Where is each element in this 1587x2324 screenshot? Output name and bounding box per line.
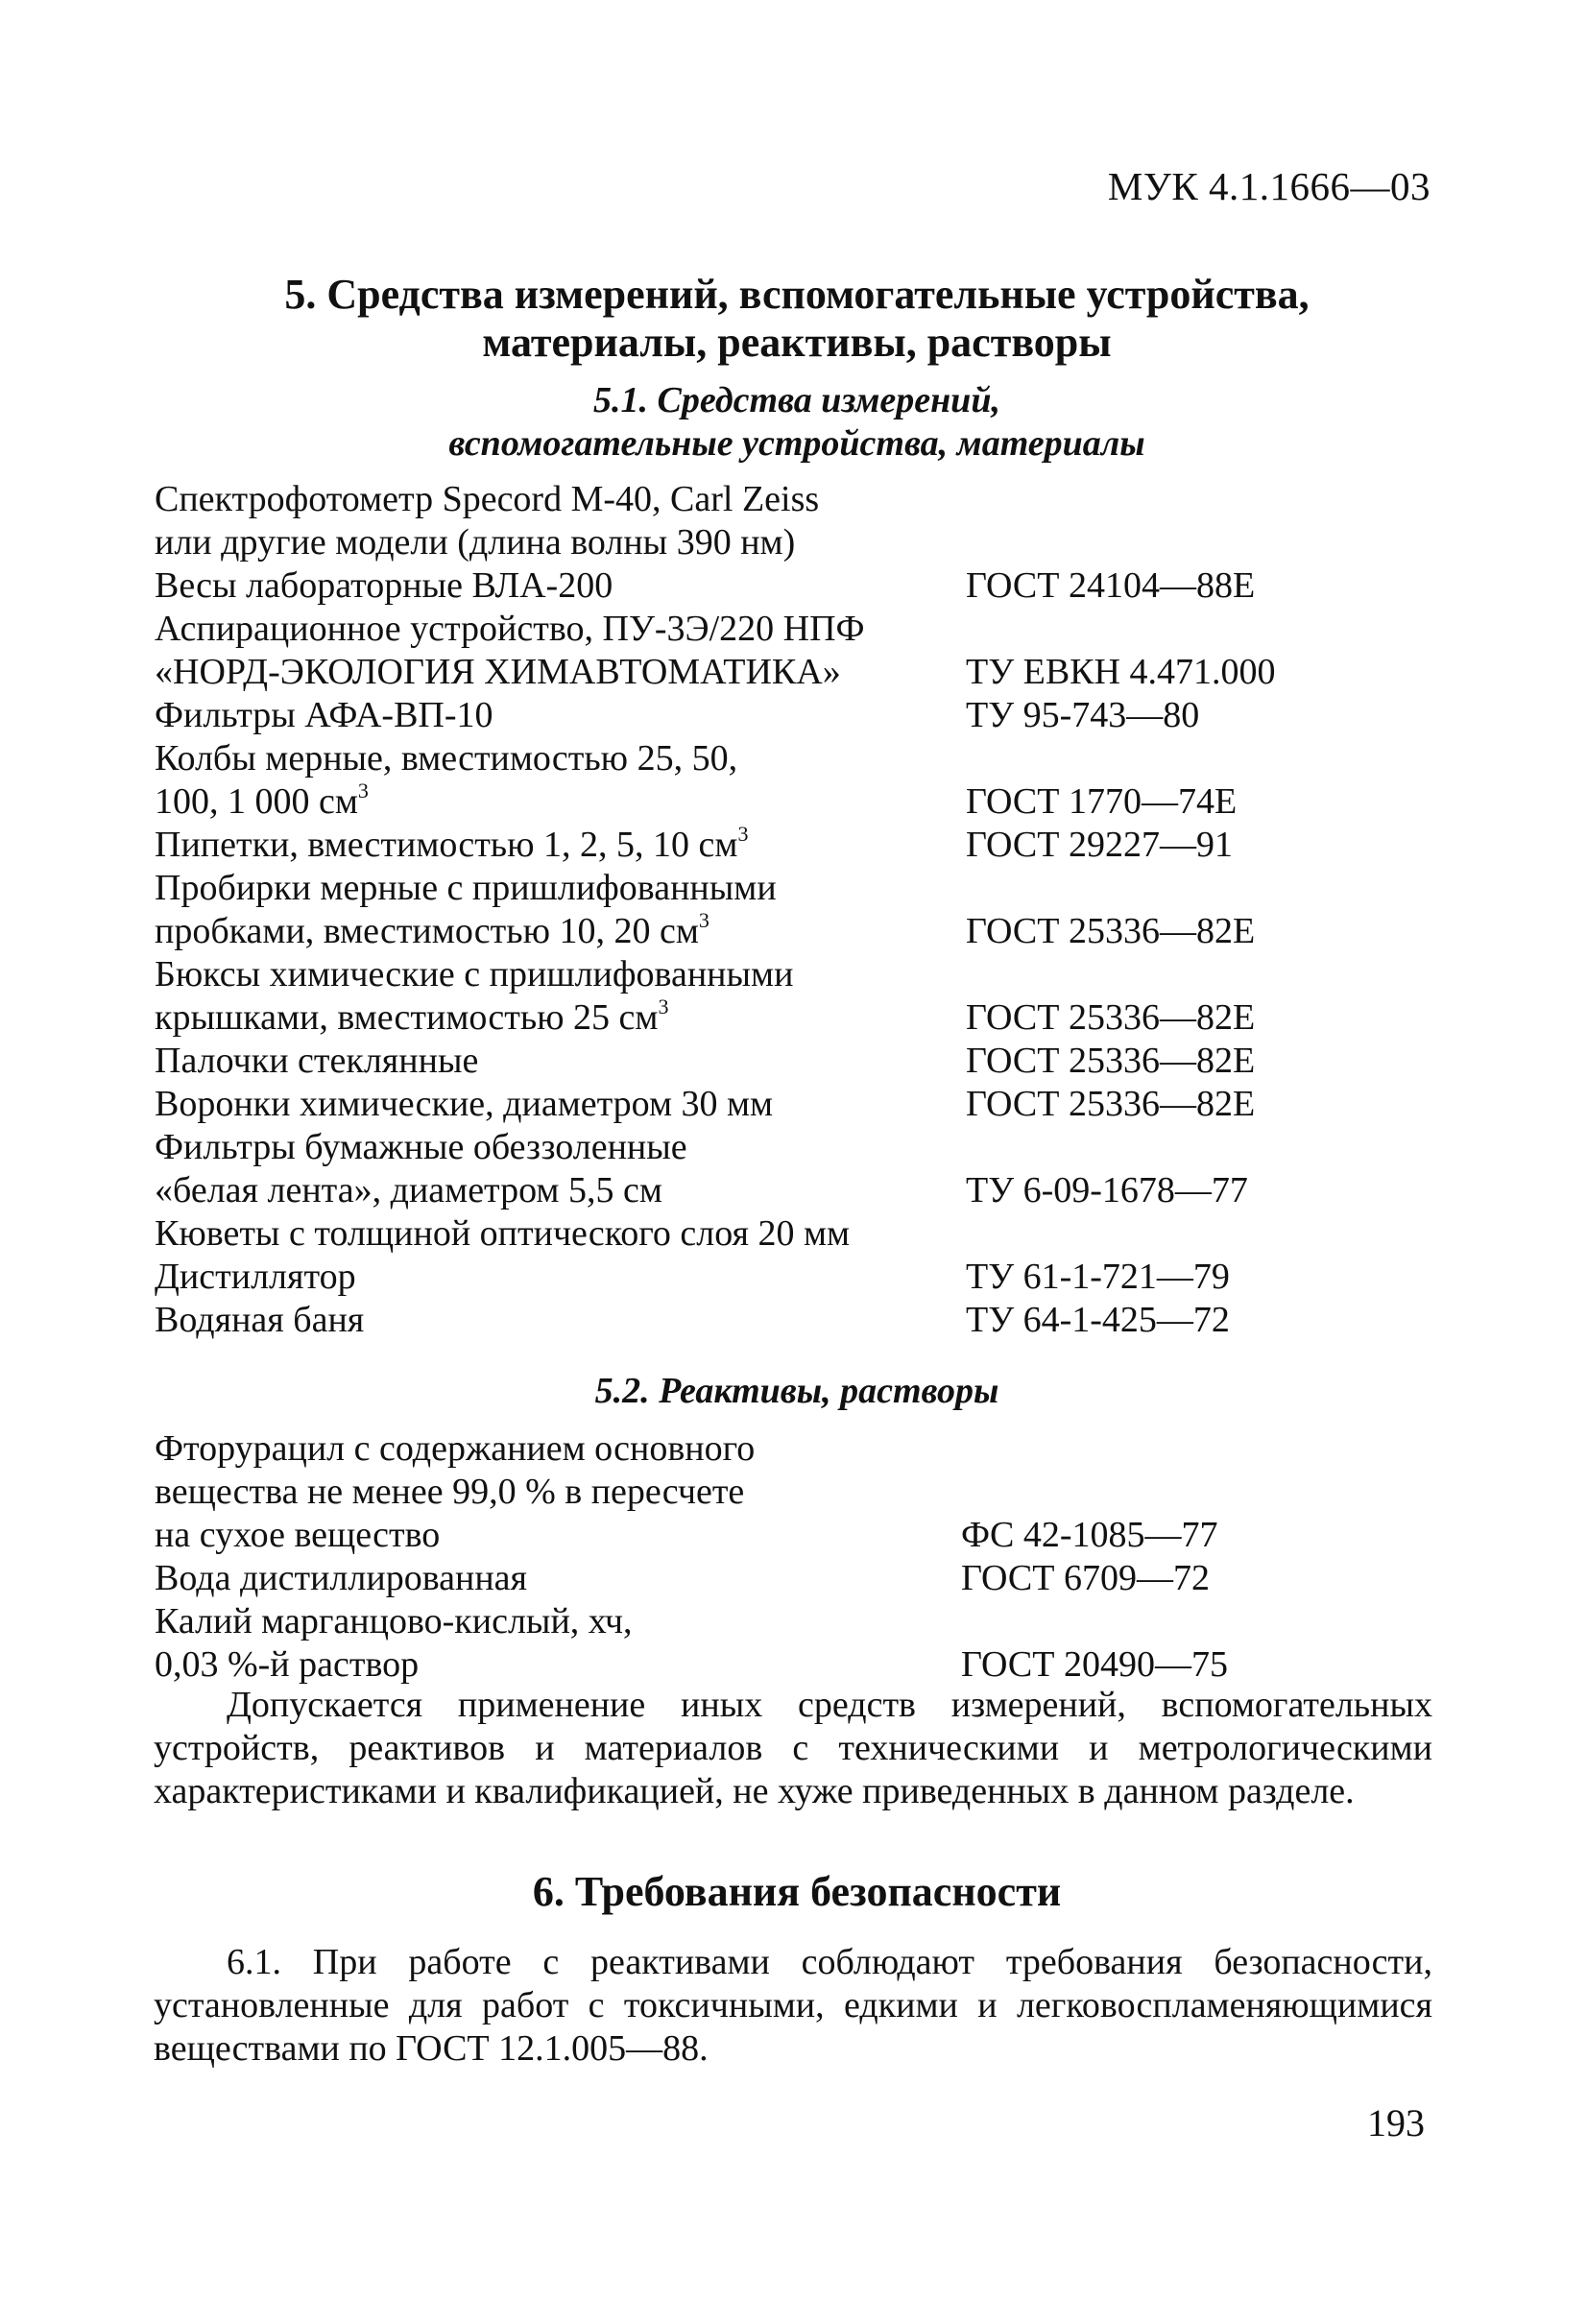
item-name-line	[155, 824, 966, 867]
item-name-line	[155, 521, 966, 564]
item-name-line	[155, 651, 966, 694]
item-name-line	[155, 1514, 961, 1557]
item-name-line	[155, 953, 966, 996]
list-item	[155, 564, 1422, 608]
item-name	[155, 694, 966, 737]
section-5-note: Допускается применение иных средств измерений, вспомогательных устройств, реактивов и материалов с техническими и метрологическими характеристиками и квалификацией, не хуже приведенных в данном разделе.	[154, 1685, 1432, 1811]
item-name-line	[155, 1256, 966, 1299]
section-5-title	[154, 271, 1440, 367]
item-name-text: на сухое вещество	[155, 1515, 441, 1555]
item-standard: ГОСТ 6709—72	[961, 1558, 1210, 1598]
item-name-line	[155, 1471, 961, 1514]
list-item	[155, 1557, 1422, 1600]
item-standard: ГОСТ 25336—82Е	[966, 997, 1256, 1038]
unit-superscript: 3	[658, 994, 669, 1018]
item-name-text: пробками, вместимостью 10, 20 см	[155, 911, 699, 951]
section-6-title: 6. Требования безопасности	[532, 1868, 1062, 1915]
list-item	[155, 867, 1422, 953]
list-item	[155, 1427, 1422, 1557]
section-6-paragraph-1: 6.1. При работе с реактивами соблюдают требования безопасности, установленные для работ с токсичными, едкими и легковоспламеняющимися веществами по ГОСТ 12.1.005—88.	[154, 1942, 1432, 2069]
item-name-text: Фторурацил с содержанием основного	[155, 1428, 756, 1469]
item-name	[155, 1600, 961, 1687]
item-name	[155, 1557, 961, 1600]
item-standard: ТУ ЕВКН 4.471.000	[966, 652, 1276, 692]
item-name	[155, 478, 966, 564]
item-standard: ГОСТ 25336—82Е	[966, 1084, 1256, 1124]
item-name-line	[155, 780, 966, 824]
equipment-list	[155, 478, 1422, 1342]
item-name-line	[155, 1040, 966, 1083]
item-name	[155, 1299, 966, 1342]
item-name-text: Бюксы химические с пришлифованными	[155, 954, 794, 994]
item-name-text: «белая лента», диаметром 5,5 см	[155, 1170, 662, 1210]
item-name-text: Кюветы с толщиной оптического слоя 20 мм	[155, 1213, 851, 1254]
item-name-line	[155, 1212, 966, 1256]
item-name	[155, 1427, 961, 1557]
item-name-line	[155, 1299, 966, 1342]
item-name-text: Колбы мерные, вместимостью 25, 50,	[155, 738, 738, 779]
item-name	[155, 608, 966, 694]
item-name-line	[155, 1126, 966, 1169]
item-name-line	[155, 910, 966, 953]
item-name-line	[155, 996, 966, 1040]
item-name	[155, 737, 966, 824]
document-code: МУК 4.1.1666—03	[1107, 164, 1431, 208]
item-name	[155, 564, 966, 608]
item-name-text: крышками, вместимостью 25 см	[155, 997, 659, 1038]
item-name-line	[155, 867, 966, 910]
item-standard: ГОСТ 24104—88Е	[966, 565, 1256, 606]
item-standard: ГОСТ 1770—74Е	[966, 781, 1238, 822]
item-name-line	[155, 1600, 961, 1643]
page-number: 193	[1367, 2101, 1425, 2144]
list-item	[155, 824, 1422, 867]
item-name-text: Дистиллятор	[155, 1257, 356, 1297]
list-item	[155, 1040, 1422, 1083]
list-item	[155, 953, 1422, 1040]
item-name	[155, 953, 966, 1040]
item-name-line	[155, 694, 966, 737]
item-name-text: Пипетки, вместимостью 1, 2, 5, 10 см	[155, 825, 738, 865]
item-name-line	[155, 1427, 961, 1471]
item-name-line	[155, 564, 966, 608]
item-name-line	[155, 737, 966, 780]
item-name-text: Аспирационное устройство, ПУ-3Э/220 НПФ	[155, 609, 865, 649]
list-item	[155, 737, 1422, 824]
list-item	[155, 1299, 1422, 1342]
item-name	[155, 1083, 966, 1126]
item-name-text: 100, 1 000 см	[155, 781, 358, 822]
item-standard: ТУ 6-09-1678—77	[966, 1170, 1248, 1210]
unit-superscript: 3	[698, 908, 709, 932]
item-name-text: Вода дистиллированная	[155, 1558, 528, 1598]
subsection-5-1-title-line-1: 5.1. Средства измерений,	[593, 380, 1000, 420]
list-item	[155, 1212, 1422, 1256]
subsection-5-2-title	[154, 1370, 1440, 1413]
unit-superscript: 3	[737, 822, 749, 846]
item-name-text: или другие модели (длина волны 390 нм)	[155, 522, 796, 563]
reagents-list	[155, 1427, 1422, 1687]
unit-superscript: 3	[357, 779, 369, 803]
item-name-text: Калий марганцово-кислый, хч,	[155, 1601, 633, 1641]
item-name-text: Воронки химические, диаметром 30 мм	[155, 1084, 774, 1124]
section-5-title-line-2: материалы, реактивы, растворы	[482, 319, 1112, 366]
item-name-line	[155, 478, 966, 521]
item-name	[155, 1212, 966, 1256]
item-name-line	[155, 1643, 961, 1687]
list-item	[155, 1256, 1422, 1299]
item-name-text: «НОРД-ЭКОЛОГИЯ ХИМАВТОМАТИКА»	[155, 652, 841, 692]
list-item	[155, 1126, 1422, 1212]
subsection-5-1-title-line-2: вспомогательные устройства, материалы	[448, 423, 1145, 464]
item-standard: ТУ 95-743—80	[966, 695, 1200, 735]
item-standard: ГОСТ 25336—82Е	[966, 911, 1256, 951]
item-name-text: Фильтры бумажные обеззоленные	[155, 1127, 687, 1167]
item-name-text: Весы лабораторные ВЛА-200	[155, 565, 613, 606]
list-item	[155, 1600, 1422, 1687]
item-name-text: вещества не менее 99,0 % в пересчете	[155, 1472, 745, 1512]
item-standard: ТУ 61-1-721—79	[966, 1257, 1230, 1297]
item-name-text: 0,03 %-й раствор	[155, 1644, 420, 1685]
item-name-text: Водяная баня	[155, 1300, 365, 1340]
item-name-line	[155, 1083, 966, 1126]
list-item	[155, 1083, 1422, 1126]
item-name-text: Пробирки мерные с пришлифованными	[155, 868, 777, 908]
subsection-5-2-title-line: 5.2. Реактивы, растворы	[594, 1371, 999, 1411]
item-name	[155, 1256, 966, 1299]
list-item	[155, 694, 1422, 737]
item-standard: ГОСТ 25336—82Е	[966, 1041, 1256, 1081]
item-name	[155, 867, 966, 953]
list-item	[155, 478, 1422, 564]
item-name-text: Фильтры АФА-ВП-10	[155, 695, 493, 735]
item-standard: ФС 42-1085—77	[961, 1515, 1218, 1555]
item-name	[155, 824, 966, 867]
list-item	[155, 608, 1422, 694]
item-name-text: Палочки стеклянные	[155, 1041, 479, 1081]
item-standard: ГОСТ 20490—75	[961, 1644, 1228, 1685]
item-standard: ГОСТ 29227—91	[966, 825, 1233, 865]
item-standard: ТУ 64-1-425—72	[966, 1300, 1230, 1340]
item-name-line	[155, 608, 966, 651]
section-5-title-line-1: 5. Средства измерений, вспомогательные устройства,	[284, 271, 1310, 318]
subsection-5-1-title	[154, 379, 1440, 466]
item-name	[155, 1040, 966, 1083]
item-name-line	[155, 1169, 966, 1212]
item-name-text: Спектрофотометр Specord M-40, Carl Zeiss	[155, 479, 820, 519]
item-name	[155, 1126, 966, 1212]
item-name-line	[155, 1557, 961, 1600]
